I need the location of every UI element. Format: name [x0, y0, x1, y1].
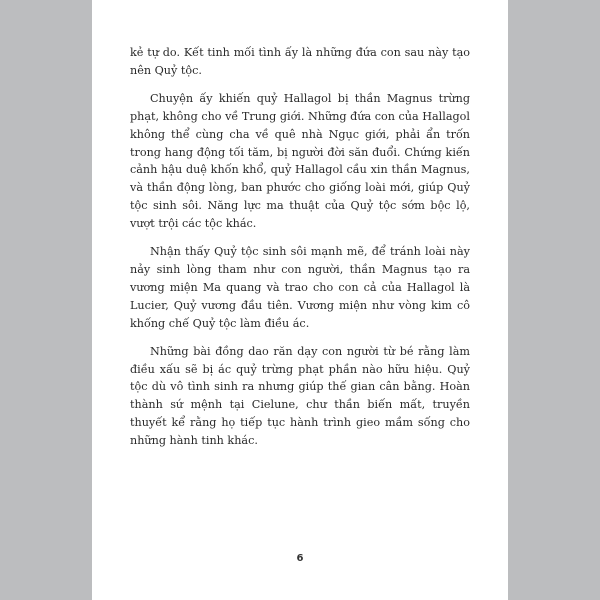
- paragraph-1: kẻ tự do. Kết tinh mối tình ấy là những đứa con sau này tạo nên Quỷ tộc.: [130, 46, 470, 77]
- paragraph-2: Chuyện ấy khiến quỷ Hallagol bị thần Magnus trừng phạt, không cho về Trung giới. Những đứa con của Hallagol không thể cùng cha về quê nhà Ngục giới, phải ẩn trốn trong hang động tối tăm, bị người đời săn đuổi. Chứng kiến cảnh hậu duệ khốn khổ, quỷ Hallagol cầu xin thần Magnus, và thần động lòng, ban phước cho giống loài mới, giúp Quỷ tộc sinh sôi. Năng lực ma thuật của Quỷ tộc sớm bộc lộ, vượt trội các tộc khác.: [130, 91, 470, 231]
- book-page: [92, 0, 508, 600]
- body-text: [130, 44, 470, 460]
- paragraph-3: Nhận thấy Quỷ tộc sinh sôi mạnh mẽ, để tránh loài này nảy sinh lòng tham như con người, thần Magnus tạo ra vương miện Ma quang và trao cho con cả của Hallagol là Lucier, Quỷ vương đầu tiên. Vương miện như vòng kim cô khống chế Quỷ tộc làm điều ác.: [130, 245, 470, 330]
- paragraph-4: Những bài đồng dao răn dạy con người từ bé rằng làm điều xấu sẽ bị ác quỷ trừng phạt phần nào hữu hiệu. Quỷ tộc dù vô tình sinh ra nhưng giúp thế gian cân bằng. Hoàn thành sứ mệnh tại Cielune, chư thần biến mất, truyền thuyết kể rằng họ tiếp tục hành trình gieo mầm sống cho những hành tinh khác.: [130, 344, 470, 448]
- page-number: 6: [296, 553, 304, 564]
